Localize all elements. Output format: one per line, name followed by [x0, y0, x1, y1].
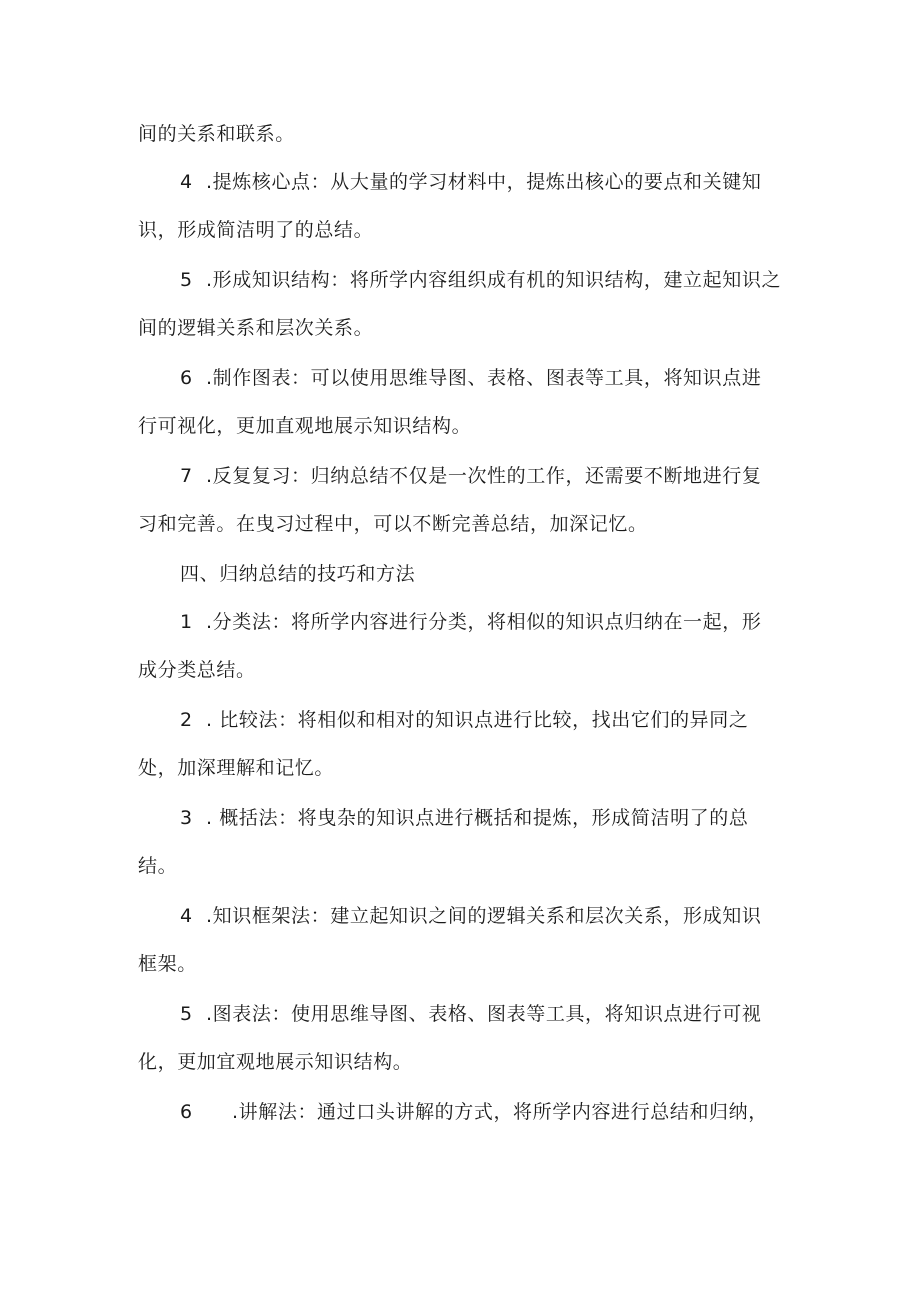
paragraph-line [138, 1050, 412, 1074]
list-number: 6 [180, 367, 193, 389]
list-number: 6 [180, 1101, 193, 1123]
list-number: 4 [180, 905, 193, 927]
text-span: 识，形成简洁明了的总结。 [138, 219, 374, 241]
text-span: .讲解法：通过口头讲解的方式，将所学内容进行总结和归纳， [232, 1101, 768, 1123]
paragraph-line [138, 512, 648, 536]
paragraph-line [180, 610, 761, 634]
list-number: 7 [180, 465, 193, 487]
paragraph-line [138, 952, 197, 976]
text-span: 成分类总结。 [138, 659, 256, 681]
paragraph-line [138, 122, 295, 146]
text-span: .形成知识结构：将所学内容组织成有机的知识结构，建立起知识之 [206, 269, 782, 291]
text-span: 处，加深理解和记忆。 [138, 757, 335, 779]
paragraph-line [138, 658, 256, 682]
text-span: .制作图表：可以使用思维导图、表格、图表等工具，将知识点进 [206, 367, 762, 389]
list-number: 2 [180, 709, 193, 731]
paragraph-line [180, 904, 761, 928]
text-span: 四、归纳总结的技巧和方法 [180, 563, 416, 585]
text-span: 间的逻辑关系和层次关系。 [138, 317, 374, 339]
paragraph-line [138, 756, 334, 780]
text-span: 行可视化，更加直观地展示知识结构。 [138, 415, 472, 437]
text-span: 框架。 [138, 953, 197, 975]
list-number: 4 [180, 171, 193, 193]
paragraph-line [138, 414, 471, 438]
text-span: .知识框架法：建立起知识之间的逻辑关系和层次关系，形成知识 [206, 905, 762, 927]
list-number: 3 [180, 807, 193, 829]
paragraph-line [180, 708, 748, 732]
paragraph-line [138, 218, 373, 242]
text-span: .分类法：将所学内容进行分类，将相似的知识点归纳在一起，形 [206, 611, 762, 633]
list-number: 1 [180, 611, 193, 633]
text-span: 结。 [138, 855, 178, 877]
paragraph-line [138, 854, 177, 878]
list-number: 5 [180, 269, 193, 291]
paragraph-line [180, 366, 761, 390]
paragraph-line [180, 268, 781, 292]
text-span: . 概括法：将曳杂的知识点进行概括和提炼，形成简洁明了的总 [206, 807, 749, 829]
paragraph-line [138, 316, 373, 340]
text-span: . 比较法：将相似和相对的知识点进行比较，找出它们的异同之 [206, 709, 749, 731]
text-span: .反复复习：归纳总结不仅是一次性的工作，还需要不断地进行复 [206, 465, 762, 487]
paragraph-line [180, 806, 748, 830]
text-span: 习和完善。在曳习过程中，可以不断完善总结，加深记忆。 [138, 513, 648, 535]
list-number: 5 [180, 1003, 193, 1025]
paragraph-line [180, 464, 761, 488]
section-heading [180, 562, 415, 586]
paragraph-line [180, 1100, 768, 1124]
text-span: .提炼核心点：从大量的学习材料中，提炼出核心的要点和关键知 [206, 171, 762, 193]
paragraph-line [180, 170, 761, 194]
paragraph-line [180, 1002, 761, 1026]
text-span: 化，更加宜观地展示知识结构。 [138, 1051, 413, 1073]
text-span: 间的关系和联系。 [138, 123, 295, 145]
text-span: .图表法：使用思维导图、表格、图表等工具，将知识点进行可视 [206, 1003, 762, 1025]
